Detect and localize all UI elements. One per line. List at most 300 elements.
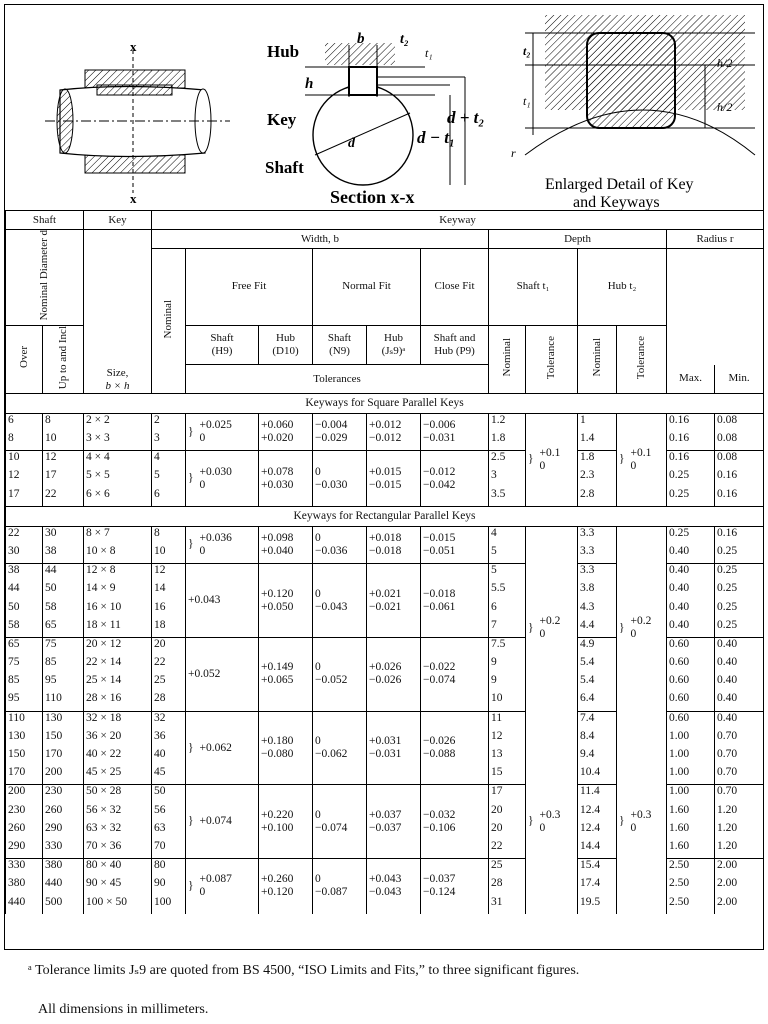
shaft-h9-tol-upper: +0.036 [199, 531, 232, 544]
hub-t2-nominal: 7.4 [578, 711, 617, 730]
footnote-tolerance: ᵃ Tolerance limits Jₛ9 are quoted from BS 4500, “ISO Limits and Fits,” to three significant figures. [28, 963, 580, 978]
upto-value: 260 [43, 804, 84, 822]
p9-tol-lower: −0.074 [423, 674, 456, 687]
header-keyway: Keyway [152, 211, 764, 230]
shaft-h9-tol-upper: +0.030 [199, 465, 232, 478]
detail-h-half-bottom: h/2 [717, 100, 733, 114]
radius-min-value: 0.25 [715, 545, 764, 564]
hub-js9-tol [367, 413, 421, 450]
width-nominal-value: 22 [152, 656, 186, 674]
shaft-n9-tol-lower: −0.036 [315, 544, 348, 557]
p9-tol [421, 785, 489, 859]
shaft-h9-tol-upper: +0.043 [188, 594, 221, 607]
shaft-t1-nominal: 3 [489, 469, 526, 487]
hub-t2-nominal: 5.4 [578, 674, 617, 692]
over-value: 44 [6, 582, 43, 600]
square-keys-body [6, 413, 764, 506]
p9-tol-lower: −0.106 [423, 821, 456, 834]
key-size-value: 90 × 45 [84, 877, 152, 895]
header-radius: Radius r [667, 230, 764, 249]
shaft-n9-tol-lower: −0.062 [315, 748, 348, 761]
radius-min-value: 0.16 [715, 469, 764, 487]
upto-value: 110 [43, 692, 84, 711]
hub-js9-tol [367, 785, 421, 859]
radius-max-value: 0.60 [667, 674, 715, 692]
p9-tol [421, 859, 489, 914]
header-t1-tolerance [526, 325, 578, 393]
radius-min-value: 0.16 [715, 526, 764, 545]
hub-t2-tolerance [617, 730, 667, 914]
shaft-t1-nominal: 3.5 [489, 488, 526, 507]
header-free-fit: Free Fit [186, 249, 313, 325]
shaft-n9-tol-upper: 0 [315, 465, 321, 478]
width-nominal-value: 12 [152, 564, 186, 583]
header-hub-t2: Hub t₂ [578, 249, 667, 325]
upto-value: 290 [43, 822, 84, 840]
detail-caption-1: Enlarged Detail of Key [545, 176, 694, 193]
upto-value: 75 [43, 637, 84, 656]
hub-js9-tol [367, 637, 421, 711]
shaft-n9-tol [313, 526, 367, 563]
shaft-t1-nominal: 13 [489, 748, 526, 766]
header-hub-js9-a: Hub [384, 332, 403, 345]
hub-js9-tol-lower: −0.018 [369, 544, 402, 557]
detail-t1-label: t₁ [523, 94, 531, 108]
key-size-value: 8 × 7 [84, 526, 152, 545]
header-nominal-diameter-text: Nominal Diameter d [38, 230, 50, 321]
section-x-top: x [130, 39, 137, 54]
shaft-t1-nominal: 31 [489, 896, 526, 914]
footnote-units: All dimensions in millimeters. [38, 1002, 209, 1017]
shaft-t1-tolerance-lower: 0 [539, 628, 546, 641]
over-value: 170 [6, 766, 43, 785]
p9-tol-upper: −0.032 [423, 808, 456, 821]
header-t1-nominal-text: Nominal [500, 337, 513, 377]
key-size-value: 25 × 14 [84, 674, 152, 692]
shaft-t1-nominal: 10 [489, 692, 526, 711]
hub-d10-tol [259, 564, 313, 638]
shaft-t1-nominal: 28 [489, 877, 526, 895]
upto-value: 85 [43, 656, 84, 674]
over-value: 38 [6, 564, 43, 583]
upto-value: 380 [43, 859, 84, 878]
width-nominal-value: 16 [152, 601, 186, 619]
hub-d10-tol-lower: +0.100 [261, 821, 294, 834]
brace-mark: } [188, 425, 194, 438]
header-upto-text: Up to and Incl [56, 325, 69, 389]
hub-t2-nominal: 11.4 [578, 785, 617, 804]
upto-value: 150 [43, 730, 84, 748]
p9-tol [421, 526, 489, 563]
upto-value: 440 [43, 877, 84, 895]
shaft-n9-tol [313, 859, 367, 914]
header-t2-tolerance-text: Tolerance [635, 335, 648, 379]
hub-t2-nominal: 2.3 [578, 469, 617, 487]
shaft-h9-tol-lower: 0 [199, 886, 206, 899]
hub-t2-nominal: 12.4 [578, 822, 617, 840]
p9-tol [421, 413, 489, 450]
header-normal-fit: Normal Fit [313, 249, 421, 325]
hub-t2-nominal: 15.4 [578, 859, 617, 878]
radius-max-value: 0.40 [667, 619, 715, 638]
radius-max-value: 1.60 [667, 840, 715, 859]
radius-min-value: 0.25 [715, 619, 764, 638]
header-hub-d10 [259, 325, 313, 365]
width-nominal-value: 2 [152, 413, 186, 432]
width-nominal-value: 63 [152, 822, 186, 840]
key-size-value: 36 × 20 [84, 730, 152, 748]
hub-d10-tol-upper: +0.078 [261, 465, 294, 478]
radius-min-value: 2.00 [715, 896, 764, 914]
hub-t2-tolerance-lower: 0 [630, 821, 637, 834]
section-caption: Section x-x [330, 187, 415, 207]
table-row [6, 526, 764, 545]
header-width-nominal [152, 249, 186, 393]
width-nominal-value: 25 [152, 674, 186, 692]
hub-t2-tolerance [617, 526, 667, 730]
hub-d10-tol-upper: +0.098 [261, 531, 294, 544]
hub-js9-tol-upper: +0.026 [369, 661, 402, 674]
key-size-value: 40 × 22 [84, 748, 152, 766]
hub-t2-nominal: 4.3 [578, 601, 617, 619]
upto-value: 12 [43, 451, 84, 470]
hub-t2-nominal: 3.3 [578, 526, 617, 545]
detail-r-label: r [511, 146, 516, 160]
section-x-bottom: x [130, 191, 137, 206]
shaft-t1-nominal: 7.5 [489, 637, 526, 656]
shaft-h9-tol-upper: +0.074 [199, 815, 232, 828]
shaft-t1-nominal: 22 [489, 840, 526, 859]
header-shaft: Shaft [6, 211, 84, 230]
shaft-t1-nominal: 2.5 [489, 451, 526, 470]
hub-d10-tol-lower: −0.080 [261, 748, 294, 761]
shaft-t1-tolerance-upper: +0.1 [539, 446, 561, 459]
shaft-h9-tol [186, 526, 259, 563]
shaft-n9-tol-upper: 0 [315, 587, 321, 600]
shaft-t1-tolerance [526, 526, 578, 730]
width-nominal-value: 90 [152, 877, 186, 895]
width-nominal-value: 4 [152, 451, 186, 470]
hub-t2-tolerance [617, 413, 667, 506]
hub-js9-tol [367, 859, 421, 914]
hub-t2-nominal: 9.4 [578, 748, 617, 766]
header-width: Width, b [152, 230, 489, 249]
over-value: 58 [6, 619, 43, 638]
shaft-t1-tolerance-upper: +0.2 [539, 615, 561, 628]
p9-tol-upper: −0.037 [423, 873, 456, 886]
key-size-value: 10 × 8 [84, 545, 152, 564]
section-square-keys: Keyways for Square Parallel Keys [6, 393, 764, 413]
radius-min-value: 1.20 [715, 840, 764, 859]
upto-value: 170 [43, 748, 84, 766]
hub-d10-tol-upper: +0.260 [261, 873, 294, 886]
hub-t2-nominal: 10.4 [578, 766, 617, 785]
header-p9-a: Shaft and [433, 332, 476, 345]
upto-value: 200 [43, 766, 84, 785]
shaft-t1-nominal: 25 [489, 859, 526, 878]
radius-min-value: 0.40 [715, 637, 764, 656]
key-size-value: 45 × 25 [84, 766, 152, 785]
header-shaft-h9-b: (H9) [211, 345, 233, 358]
over-value: 10 [6, 451, 43, 470]
hub-d10-tol-upper: +0.220 [261, 808, 294, 821]
shaft-n9-tol-lower: −0.087 [315, 886, 348, 899]
shaft-t1-nominal: 9 [489, 674, 526, 692]
width-nominal-value: 18 [152, 619, 186, 638]
header-depth: Depth [489, 230, 667, 249]
upto-value: 8 [43, 413, 84, 432]
header-min: Min. [715, 365, 764, 393]
radius-min-value: 0.70 [715, 748, 764, 766]
width-nominal-value: 5 [152, 469, 186, 487]
width-nominal-value: 50 [152, 785, 186, 804]
shaft-n9-tol [313, 564, 367, 638]
over-value: 6 [6, 413, 43, 432]
key-size-value: 3 × 3 [84, 432, 152, 451]
width-nominal-value: 70 [152, 840, 186, 859]
radius-max-value: 2.50 [667, 877, 715, 895]
brace-mark: } [188, 472, 194, 484]
radius-max-value: 1.60 [667, 804, 715, 822]
radius-min-value: 0.08 [715, 432, 764, 451]
radius-max-value: 0.25 [667, 488, 715, 507]
upto-value: 50 [43, 582, 84, 600]
header-shaft-h9 [186, 325, 259, 365]
shaft-h9-tol [186, 451, 259, 507]
hub-t2-nominal: 14.4 [578, 840, 617, 859]
shaft-n9-tol [313, 413, 367, 450]
shaft-h9-tol-lower: 0 [199, 432, 206, 445]
hub-d10-tol-upper: +0.120 [261, 587, 294, 600]
radius-max-value: 1.00 [667, 766, 715, 785]
width-nominal-value: 36 [152, 730, 186, 748]
over-value: 110 [6, 711, 43, 730]
hub-js9-tol [367, 711, 421, 785]
header-shaft-hub-p9 [421, 325, 489, 365]
width-nominal-value: 45 [152, 766, 186, 785]
radius-max-value: 0.25 [667, 469, 715, 487]
upto-value: 38 [43, 545, 84, 564]
hub-js9-tol-upper: +0.018 [369, 531, 402, 544]
hub-d10-tol-upper: +0.180 [261, 735, 294, 748]
figures-panel [5, 5, 763, 210]
over-value: 22 [6, 526, 43, 545]
radius-min-value: 0.25 [715, 601, 764, 619]
brace-mark: } [619, 621, 625, 634]
hub-t2-nominal: 17.4 [578, 877, 617, 895]
shaft-t1-nominal: 1.2 [489, 413, 526, 432]
hub-js9-tol [367, 564, 421, 638]
radius-min-value: 0.40 [715, 656, 764, 674]
radius-min-value: 2.00 [715, 859, 764, 878]
shaft-h9-tol-lower: 0 [199, 544, 206, 557]
p9-tol [421, 711, 489, 785]
header-shaft-n9-a: Shaft [327, 332, 352, 345]
shaft-n9-tol-lower: −0.043 [315, 600, 348, 613]
key-size-value: 5 × 5 [84, 469, 152, 487]
p9-tol-lower: −0.042 [423, 478, 456, 491]
hub-js9-tol-lower: −0.043 [369, 886, 402, 899]
shaft-t1-nominal: 11 [489, 711, 526, 730]
hub-t2-tolerance-upper: +0.2 [630, 615, 652, 628]
shaft-h9-tol [186, 564, 259, 638]
p9-tol-lower: −0.031 [423, 432, 456, 445]
radius-min-value: 0.40 [715, 711, 764, 730]
header-hub-js9-b: (Jₛ9)ᵃ [381, 345, 406, 358]
over-value: 65 [6, 637, 43, 656]
header-shaft-n9-b: (N9) [329, 345, 350, 358]
key-size-value: 4 × 4 [84, 451, 152, 470]
key-size-value: 100 × 50 [84, 896, 152, 914]
over-value: 200 [6, 785, 43, 804]
radius-max-value: 0.16 [667, 451, 715, 470]
upto-value: 330 [43, 840, 84, 859]
over-value: 380 [6, 877, 43, 895]
width-nominal-value: 32 [152, 711, 186, 730]
over-value: 95 [6, 692, 43, 711]
hub-t2-nominal: 1.8 [578, 451, 617, 470]
over-value: 290 [6, 840, 43, 859]
over-value: 17 [6, 488, 43, 507]
header-over-text: Over [17, 346, 30, 369]
radius-min-value: 1.20 [715, 822, 764, 840]
hub-t2-nominal: 3.3 [578, 545, 617, 564]
hub-js9-tol-upper: +0.037 [369, 808, 402, 821]
hub-js9-tol-lower: −0.012 [369, 432, 402, 445]
shaft-h9-tol-upper: +0.062 [199, 741, 232, 754]
radius-min-value: 0.08 [715, 451, 764, 470]
header-hub-d10-a: Hub [276, 332, 295, 345]
width-nominal-value: 100 [152, 896, 186, 914]
shaft-h9-tol [186, 711, 259, 785]
upto-value: 130 [43, 711, 84, 730]
header-t1-nominal [489, 325, 526, 393]
radius-max-value: 1.00 [667, 785, 715, 804]
shaft-t1-tolerance-lower: 0 [539, 821, 546, 834]
shaft-n9-tol-upper: 0 [315, 661, 321, 674]
shaft-t1-nominal: 4 [489, 526, 526, 545]
hub-js9-tol-lower: −0.015 [369, 478, 402, 491]
hub-t2-nominal: 6.4 [578, 692, 617, 711]
radius-min-value: 0.25 [715, 582, 764, 600]
header-shaft-n9 [313, 325, 367, 365]
radius-max-value: 0.60 [667, 692, 715, 711]
upto-value: 65 [43, 619, 84, 638]
width-nominal-value: 14 [152, 582, 186, 600]
header-t2-tolerance [617, 325, 667, 393]
shaft-n9-tol-lower: −0.052 [315, 674, 348, 687]
hub-js9-tol [367, 451, 421, 507]
shaft-t1-nominal: 1.8 [489, 432, 526, 451]
hub-t2-nominal: 3.3 [578, 564, 617, 583]
upto-value: 58 [43, 601, 84, 619]
p9-tol-upper: −0.026 [423, 735, 456, 748]
radius-max-value: 2.50 [667, 896, 715, 914]
key-size-value: 22 × 14 [84, 656, 152, 674]
shaft-n9-tol-lower: −0.030 [315, 478, 348, 491]
brace-mark: } [619, 453, 625, 466]
over-value: 260 [6, 822, 43, 840]
width-nominal-value: 10 [152, 545, 186, 564]
d-plus-t2-label: d + t₂ [447, 108, 485, 127]
header-hub-d10-b: (D10) [272, 345, 299, 358]
hub-t2-nominal: 1.4 [578, 432, 617, 451]
p9-tol-upper: −0.012 [423, 465, 456, 478]
radius-min-value: 0.70 [715, 785, 764, 804]
hub-t2-nominal: 8.4 [578, 730, 617, 748]
over-value: 130 [6, 730, 43, 748]
radius-max-value: 0.40 [667, 601, 715, 619]
shaft-n9-tol-upper: 0 [315, 735, 321, 748]
brace-mark: } [619, 815, 625, 828]
shaft-t1-nominal: 5 [489, 545, 526, 564]
p9-tol [421, 637, 489, 711]
width-nominal-value: 40 [152, 748, 186, 766]
p9-tol [421, 451, 489, 507]
shaft-t1-nominal: 5.5 [489, 582, 526, 600]
detail-caption-2: and Keyways [573, 194, 660, 210]
radius-max-value: 0.60 [667, 711, 715, 730]
p9-tol-lower: −0.061 [423, 600, 456, 613]
key-size-value: 63 × 32 [84, 822, 152, 840]
upto-value: 44 [43, 564, 84, 583]
hub-d10-tol-lower: +0.030 [261, 478, 294, 491]
radius-max-value: 0.25 [667, 526, 715, 545]
header-hub-js9 [367, 325, 421, 365]
hub-t2-nominal: 1 [578, 413, 617, 432]
key-size-value: 32 × 18 [84, 711, 152, 730]
shaft-n9-tol [313, 785, 367, 859]
upto-value: 30 [43, 526, 84, 545]
over-value: 150 [6, 748, 43, 766]
shaft-t1-nominal: 17 [489, 785, 526, 804]
shaft-h9-tol [186, 859, 259, 914]
hub-d10-tol-lower: +0.050 [261, 600, 294, 613]
hub-js9-tol-upper: +0.015 [369, 465, 402, 478]
header-radius-blank [667, 249, 764, 365]
shaft-n9-tol [313, 451, 367, 507]
keyway-table [5, 210, 764, 914]
radius-max-value: 0.40 [667, 545, 715, 564]
hub-js9-tol-upper: +0.043 [369, 873, 402, 886]
width-nominal-value: 6 [152, 488, 186, 507]
radius-min-value: 0.25 [715, 564, 764, 583]
header-close-fit: Close Fit [421, 249, 489, 325]
key-size-value: 28 × 16 [84, 692, 152, 711]
p9-tol-upper: −0.015 [423, 531, 456, 544]
shaft-label: Shaft [265, 158, 304, 177]
header-t1-tolerance-text: Tolerance [545, 335, 558, 379]
header-shaft-h9-a: Shaft [210, 332, 234, 345]
hub-d10-tol [259, 711, 313, 785]
radius-max-value: 1.60 [667, 822, 715, 840]
header-key: Key [84, 211, 152, 230]
p9-tol-lower: −0.124 [423, 886, 456, 899]
over-value: 330 [6, 859, 43, 878]
over-value: 440 [6, 896, 43, 914]
radius-max-value: 1.00 [667, 748, 715, 766]
hub-t2-tolerance-lower: 0 [630, 628, 637, 641]
over-value: 30 [6, 545, 43, 564]
shaft-t1-tolerance-upper: +0.3 [539, 808, 561, 821]
over-value: 50 [6, 601, 43, 619]
shaft-t1-nominal: 15 [489, 766, 526, 785]
shaft-n9-tol-lower: −0.074 [315, 821, 348, 834]
key-size-value: 16 × 10 [84, 601, 152, 619]
hub-t2-nominal: 12.4 [578, 804, 617, 822]
key-label: Key [267, 110, 297, 129]
shaft-t1-tolerance [526, 413, 578, 506]
